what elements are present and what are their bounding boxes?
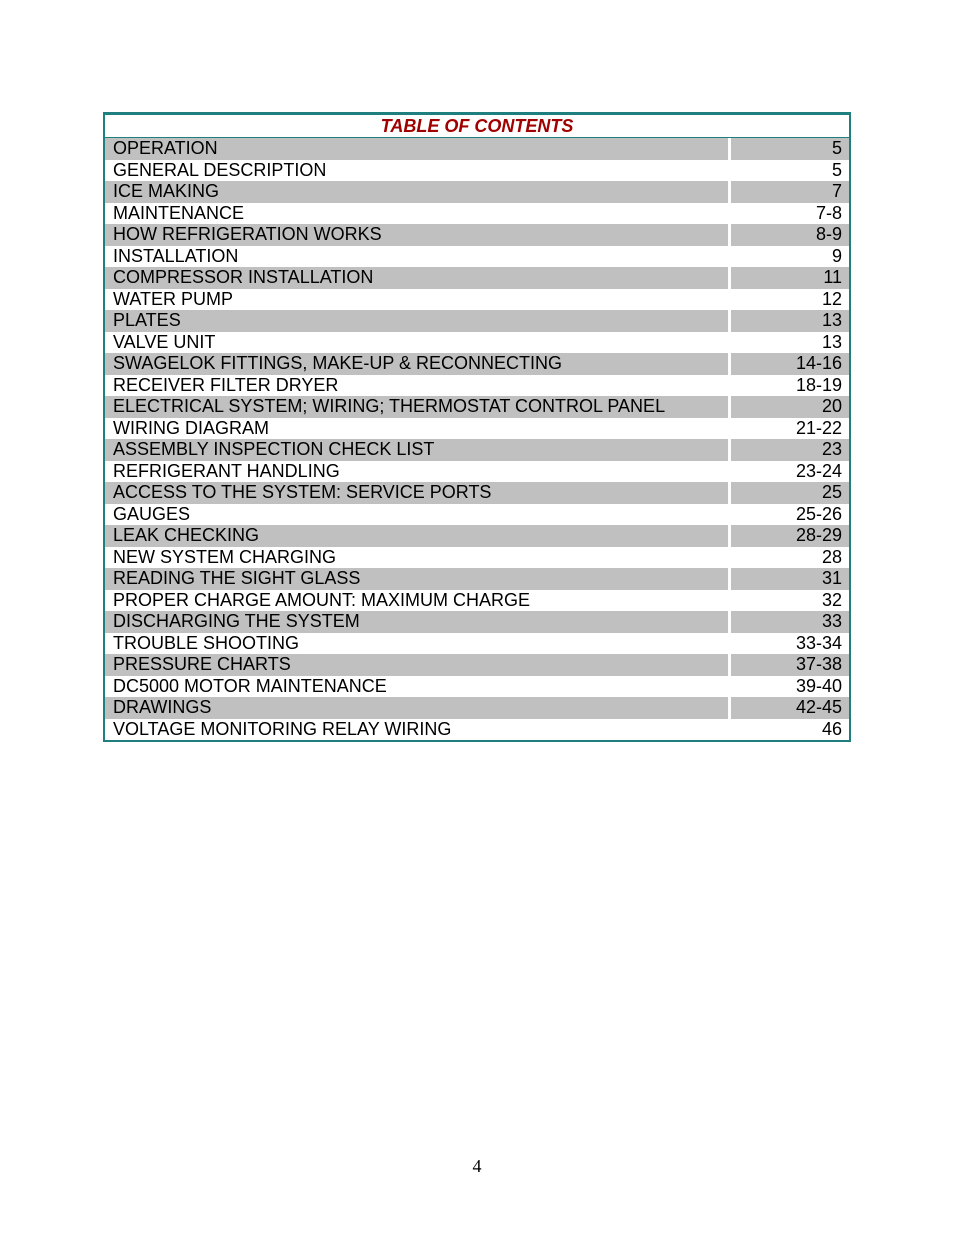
toc-row — [105, 439, 849, 461]
toc-entry-page: 20 — [731, 396, 849, 418]
toc-row — [105, 590, 849, 612]
toc-entry-page: 37-38 — [731, 654, 849, 676]
toc-entry-page: 5 — [731, 138, 849, 160]
toc-row — [105, 246, 849, 268]
toc-entry-page: 7-8 — [815, 202, 842, 223]
toc-entry-page: 8-9 — [731, 224, 849, 246]
toc-entry-label: REFRIGERANT HANDLING — [113, 460, 340, 481]
toc-entry-label: MAINTENANCE — [113, 202, 245, 223]
toc-row — [105, 633, 849, 655]
toc-row — [105, 332, 849, 354]
toc-entry-label: PRESSURE CHARTS — [105, 654, 728, 676]
toc-entry-page: 25 — [731, 482, 849, 504]
toc-entry-page: 7 — [731, 181, 849, 203]
toc-entry-page: 28 — [821, 546, 842, 567]
toc-row — [105, 568, 849, 590]
toc-entry-label: TROUBLE SHOOTING — [113, 632, 300, 653]
toc-entry-label: COMPRESSOR INSTALLATION — [105, 267, 728, 289]
toc-row — [105, 547, 849, 569]
toc-row — [105, 375, 849, 397]
toc-rows — [105, 138, 849, 740]
toc-row — [105, 654, 849, 676]
toc-entry-label: READING THE SIGHT GLASS — [105, 568, 728, 590]
toc-entry-page: 13 — [731, 310, 849, 332]
toc-entry-page: 33-34 — [795, 632, 842, 653]
toc-row — [105, 289, 849, 311]
toc-row — [105, 461, 849, 483]
toc-entry-page: 32 — [821, 589, 842, 610]
toc-entry-label: DISCHARGING THE SYSTEM — [105, 611, 728, 633]
toc-entry-page: 13 — [821, 331, 842, 352]
toc-entry-label: PROPER CHARGE AMOUNT: MAXIMUM CHARGE — [113, 589, 531, 610]
toc-row — [105, 611, 849, 633]
toc-entry-label: ASSEMBLY INSPECTION CHECK LIST — [105, 439, 728, 461]
toc-entry-page: 18-19 — [795, 374, 842, 395]
toc-entry-label: VOLTAGE MONITORING RELAY WIRING — [113, 718, 452, 739]
toc-entry-page: 42-45 — [731, 697, 849, 719]
toc-entry-page: 23 — [731, 439, 849, 461]
toc-row — [105, 181, 849, 203]
toc-row — [105, 482, 849, 504]
toc-entry-label: WATER PUMP — [113, 288, 233, 309]
toc-entry-label: ACCESS TO THE SYSTEM: SERVICE PORTS — [105, 482, 728, 504]
toc-entry-label: DRAWINGS — [105, 697, 728, 719]
toc-entry-page: 33 — [731, 611, 849, 633]
toc-entry-page: 5 — [831, 159, 842, 180]
toc-entry-label: ELECTRICAL SYSTEM; WIRING; THERMOSTAT CONTROL PANEL — [105, 396, 728, 418]
toc-entry-label: DC5000 MOTOR MAINTENANCE — [113, 675, 387, 696]
toc-entry-label: VALVE UNIT — [113, 331, 216, 352]
toc-row — [105, 676, 849, 698]
toc-row — [105, 719, 849, 741]
page-number: 4 — [472, 1156, 482, 1176]
toc-entry-label: WIRING DIAGRAM — [113, 417, 269, 438]
toc-row — [105, 267, 849, 289]
toc-entry-label: GAUGES — [113, 503, 191, 524]
toc-entry-label: PLATES — [105, 310, 728, 332]
toc-row — [105, 138, 849, 160]
toc-entry-page: 39-40 — [795, 675, 842, 696]
toc-entry-page: 11 — [731, 267, 849, 289]
toc-entry-label: HOW REFRIGERATION WORKS — [105, 224, 728, 246]
toc-row — [105, 224, 849, 246]
toc-entry-label: RECEIVER FILTER DRYER — [113, 374, 339, 395]
toc-title: TABLE OF CONTENTS — [105, 115, 849, 138]
toc-entry-page: 25-26 — [795, 503, 842, 524]
toc-entry-page: 12 — [821, 288, 842, 309]
toc-entry-page: 31 — [731, 568, 849, 590]
toc-entry-label: OPERATION — [105, 138, 728, 160]
toc-row — [105, 203, 849, 225]
toc-entry-page: 14-16 — [731, 353, 849, 375]
toc-entry-page: 28-29 — [731, 525, 849, 547]
table-of-contents — [103, 112, 851, 742]
toc-entry-label: LEAK CHECKING — [105, 525, 728, 547]
toc-entry-label: GENERAL DESCRIPTION — [113, 159, 327, 180]
toc-entry-label: ICE MAKING — [105, 181, 728, 203]
toc-entry-page: 23-24 — [795, 460, 842, 481]
toc-row — [105, 396, 849, 418]
toc-entry-page: 9 — [831, 245, 842, 266]
toc-row — [105, 160, 849, 182]
toc-entry-label: NEW SYSTEM CHARGING — [113, 546, 337, 567]
toc-row — [105, 504, 849, 526]
toc-entry-label: INSTALLATION — [113, 245, 239, 266]
toc-entry-page: 46 — [821, 718, 842, 739]
toc-entry-page: 21-22 — [795, 417, 842, 438]
toc-row — [105, 310, 849, 332]
toc-entry-label: SWAGELOK FITTINGS, MAKE-UP & RECONNECTING — [105, 353, 728, 375]
toc-row — [105, 525, 849, 547]
toc-row — [105, 697, 849, 719]
toc-row — [105, 418, 849, 440]
toc-row — [105, 353, 849, 375]
